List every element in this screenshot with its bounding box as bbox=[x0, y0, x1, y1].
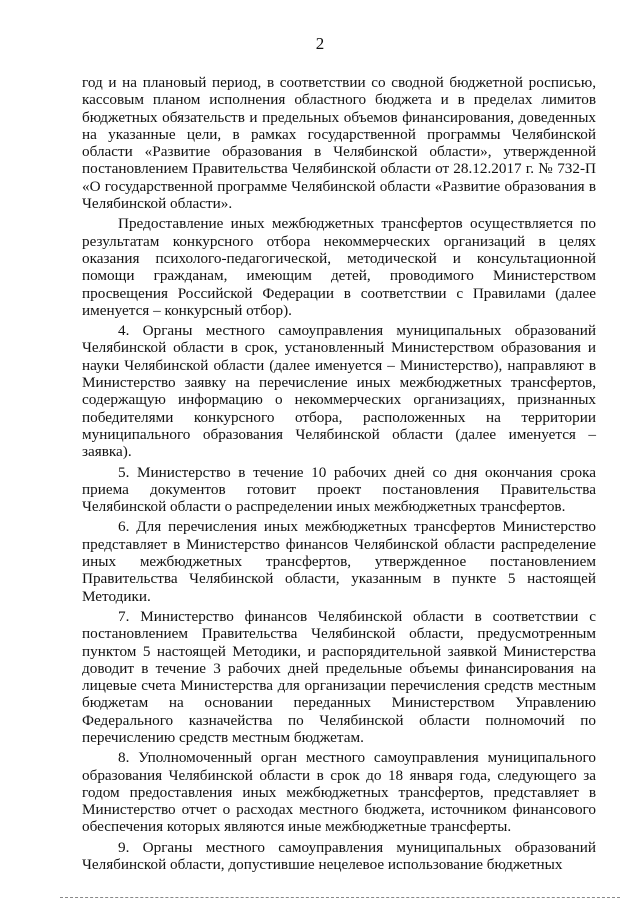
paragraph-competitive-selection: Предоставление иных межбюджетных трансфертов осуществляется по результатам конкурсного отбора некоммерческих организаций в целях оказания психолого-педагогической, методической и консультационной помощи гражданам, имеющим детей, проводимого Министерством просвещения Российской Федерации в соответствии с Правилами (далее именуется – конкурсный отбор). bbox=[82, 215, 596, 319]
document-body bbox=[82, 74, 596, 876]
paragraph-continuation: год и на плановый период, в соответствии со сводной бюджетной росписью, кассовым планом исполнения областного бюджета и в пределах лимитов бюджетных обязательств и предельных объемов финансирования, доведенных на указанные цели, в рамках государственной программы Челябинской области «Развитие образования в Челябинской области», утвержденной постановлением Правительства Челябинской области от 28.12.2017 г. № 732-П «О государственной программе Челябинской области «Развитие образования в Челябинской области». bbox=[82, 74, 596, 213]
paragraph-item-8: 8. Уполномоченный орган местного самоуправления муниципального образования Челябинской области в срок до 18 января года, следующего за годом предоставления иных межбюджетных трансфертов, представляет в Министерство отчет о расходах местного бюджета, источником финансового обеспечения которых являются иные межбюджетные трансферты. bbox=[82, 749, 596, 836]
paragraph-item-6: 6. Для перечисления иных межбюджетных трансфертов Министерство представляет в Министерство финансов Челябинской области распределение иных межбюджетных трансфертов, утвержденное постановлением Правительства Челябинской области, указанным в пункте 5 настоящей Методики. bbox=[82, 518, 596, 605]
page-number: 2 bbox=[315, 34, 325, 53]
paragraph-item-5: 5. Министерство в течение 10 рабочих дней со дня окончания срока приема документов готовит проект постановления Правительства Челябинской области о распределении иных межбюджетных трансфертов. bbox=[82, 463, 596, 516]
paragraph-item-7: 7. Министерство финансов Челябинской области в соответствии с постановлением Правительства Челябинской области, предусмотренным пунктом 5 настоящей Методики, и распорядительной заявкой Министерства доводит в течение 3 рабочих дней предельные объемы финансирования на лицевые счета Министерства для организации перечисления средств местным бюджетам на основании переданных Министерством Управлению Федерального казначейства по Челябинской области полномочий по перечислению средств местным бюджетам. bbox=[82, 607, 596, 746]
paragraph-item-9: 9. Органы местного самоуправления муниципальных образований Челябинской области, допустившие нецелевое использование бюджетных bbox=[82, 838, 596, 874]
page-bottom-edge bbox=[60, 897, 620, 898]
paragraph-item-4: 4. Органы местного самоуправления муниципальных образований Челябинской области в срок, установленный Министерством образования и науки Челябинской области (далее именуется – Министерство), направляют в Министерство заявку на перечисление иных межбюджетных трансфертов, содержащую информацию о некоммерческих организациях, признанных победителями конкурсного отбора, расположенных на территории муниципального образования Челябинской области (далее именуется – заявка). bbox=[82, 322, 596, 461]
